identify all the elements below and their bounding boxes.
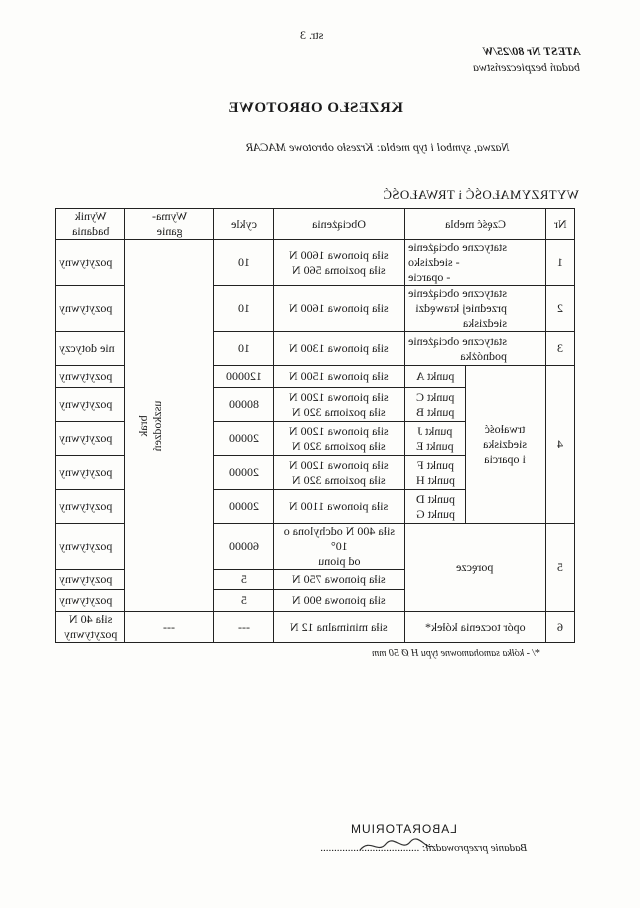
cell-cycles: 10 [214,286,273,332]
cell-point: punkt J punkt E [405,422,466,456]
cell-part: opór toczenia kółek* [405,612,545,643]
cell-cycles: 20000 [214,456,273,490]
cell-load: siła 400 N odchylona o 10° od pionu [273,524,405,570]
product-name-line: Nazwa, symbol i typ mebla: Krzesło obrotowe MACAR [246,140,510,154]
cell-result: pozytywny [56,366,125,388]
cell-result: pozytywny [56,456,125,490]
cell-part: statyczne obciążenie przedniej krawędzi siedziska [405,286,545,332]
cell-result: pozytywny [56,570,125,590]
cell-load: siła pionowa 1600 N siła pozioma 560 N [273,240,405,286]
cell-cycles: 60000 [214,524,273,570]
cell-result: nie dotyczy [56,332,125,366]
section-title: WYTRZYMAŁOŚĆ i TRWAŁOŚĆ [383,187,579,202]
cell-load: siła pionowa 1200 N siła pozioma 320 N [273,422,405,456]
cell-cycles: 20000 [214,422,273,456]
results-table [55,208,575,643]
cell-cycles: 5 [214,590,273,612]
cell-cycles: 10 [214,240,273,286]
cell-part: statyczne obciążenie - siedzisko - oparcie [405,240,545,286]
header-cycles: cykle [214,209,273,240]
cell-load: siła pionowa 900 N [273,590,405,612]
signature-label: Badanie przeprowadził: .................................... [320,842,528,854]
footnote: */ - kółka samohamowne typu H Ø 50 mm [372,648,541,659]
cell-nr: 2 [545,286,574,332]
cell-cycles: 80000 [214,388,273,422]
cell-result: pozytywny [56,286,125,332]
cell-result: pozytywny [56,388,125,422]
document-title: KRZESŁO OBROTOWE [228,100,403,116]
cell-load: siła pionowa 1200 N siła pozioma 320 N [273,388,405,422]
cell-result: siła 40 N pozytywny [56,612,125,643]
cell-load: siła minimalna 12 N [273,612,405,643]
attest-number: ATEST Nr 80/25/W [482,44,580,58]
cell-requirement-span: brak uszkodzeń [125,240,214,612]
cell-result: pozytywny [56,422,125,456]
cell-cycles: 10 [214,332,273,366]
header-requirements: Wyma- ganie [125,209,214,240]
cell-part: trwałość siedziska i oparcia [465,366,545,524]
header-result: Wynik badania [56,209,125,240]
cell-point: punkt A [405,366,466,388]
laboratory-stamp: LABORATORIUM [350,822,457,836]
cell-point: punkt D punkt G [405,490,466,524]
cell-nr: 6 [545,612,574,643]
cell-cycles: 5 [214,570,273,590]
attest-subtitle: badań bezpieczeństwa [473,60,580,74]
cell-nr: 3 [545,332,574,366]
cell-point: punkt C punkt B [405,388,466,422]
cell-part: poręcze [405,524,545,612]
header-nr: Nr [545,209,574,240]
header-load: Obciążenia [273,209,405,240]
cell-load: siła pionowa 1200 N siła pozioma 320 N [273,456,405,490]
cell-load: siła pionowa 1300 N [273,332,405,366]
cell-part: statyczne obciążenie podnóżka [405,332,545,366]
cell-nr: 1 [545,240,574,286]
cell-cycles: 20000 [214,490,273,524]
cell-result: pozytywny [56,490,125,524]
cell-point: punkt F punkt H [405,456,466,490]
cell-requirement: --- [125,612,214,643]
cell-result: pozytywny [56,590,125,612]
cell-load: siła pionowa 1600 N [273,286,405,332]
cell-nr: 5 [545,524,574,612]
cell-load: siła pionowa 1100 N [273,490,405,524]
header-part: Część mebla [405,209,545,240]
table-row [56,612,575,643]
cell-cycles: 120000 [214,366,273,388]
table-row [56,240,575,286]
cell-result: pozytywny [56,240,125,286]
cell-load: siła pionowa 750 N [273,570,405,590]
cell-load: siła pionowa 1500 N [273,366,405,388]
table-header-row [56,209,575,240]
cell-result: pozytywny [56,524,125,570]
page-number: str. 3 [300,28,324,42]
cell-cycles: --- [214,612,273,643]
cell-nr: 4 [545,366,574,524]
